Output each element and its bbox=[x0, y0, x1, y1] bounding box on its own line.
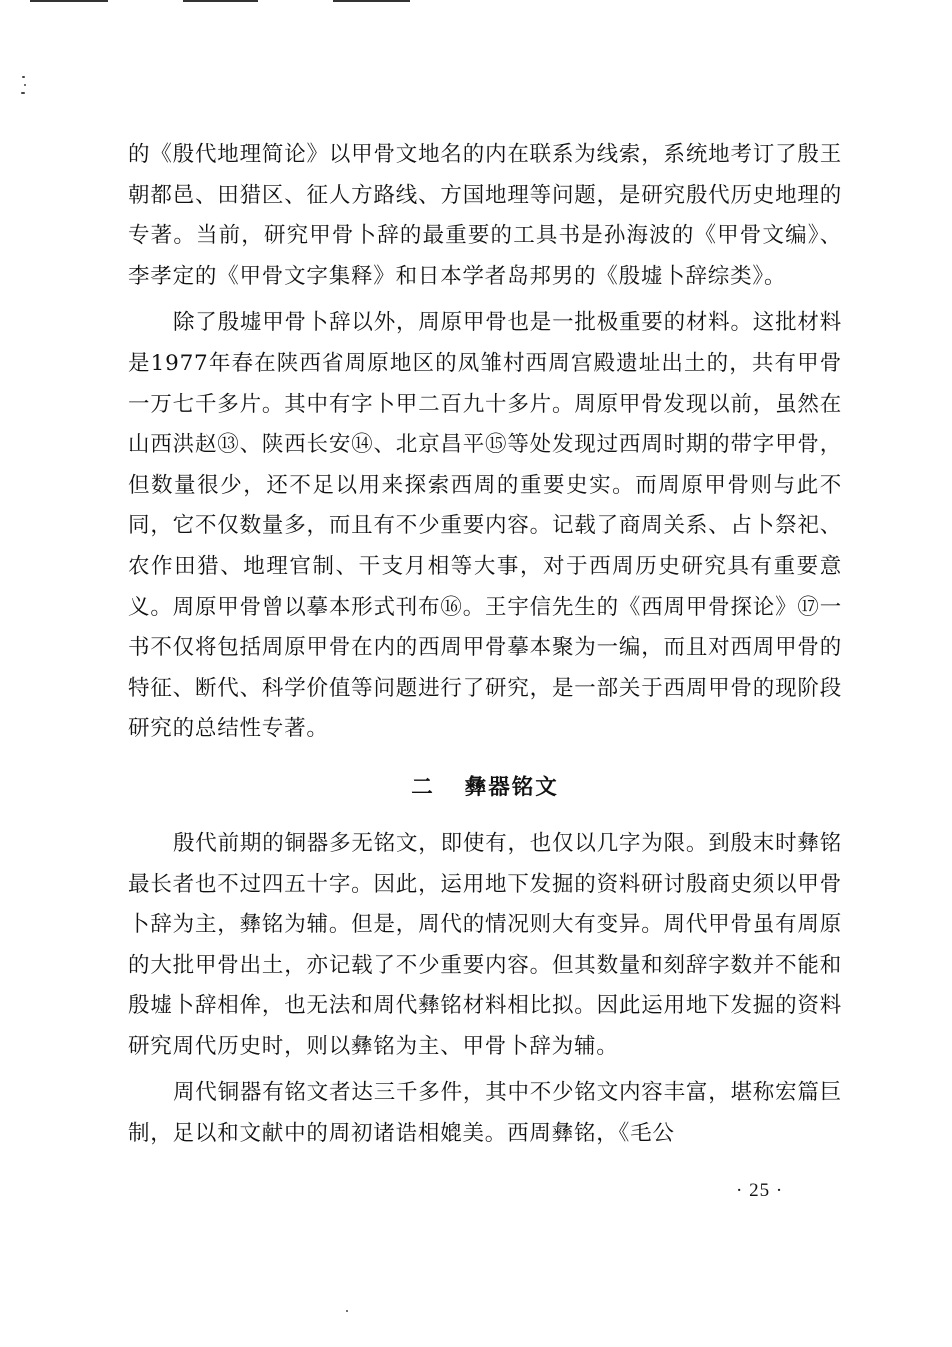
section-heading bbox=[128, 766, 842, 810]
paragraph-3: 殷代前期的铜器多无铭文，即使有，也仅以几字为限。到殷末时彝铭最长者也不过四五十字。因此，运用地下发掘的资料研讨殷商史须以甲骨卜辞为主，彝铭为辅。但是，周代的情况则大有变异。周代甲骨虽有周原的大批甲骨出土，亦记载了不少重要内容。但其数量和刻辞字数并不能和殷墟卜辞相侔，也无法和周代彝铭材料相比拟。因此运用地下发掘的资料研究周代历史时，则以彝铭为主、甲骨卜辞为辅。 bbox=[128, 830, 843, 1059]
paragraph-4: 周代铜器有铭文者达三千多件，其中不少铭文内容丰富，堪称宏篇巨制，足以和文献中的周初诸诰相媲美。西周彝铭，《毛公 bbox=[128, 1080, 843, 1147]
scan-speck bbox=[346, 1310, 348, 1312]
page-number: · 25 · bbox=[736, 1180, 784, 1201]
paragraph-1: 的《殷代地理简论》以甲骨文地名的内在联系为线索，系统地考订了殷王朝都邑、田猎区、征人方路线、方国地理等问题，是研究殷代历史地理的专著。当前，研究甲骨卜辞的最重要的工具书是孙海波的《甲骨文编》、李孝定的《甲骨文字集释》和日本学者岛邦男的《殷墟卜辞综类》。 bbox=[128, 142, 842, 289]
scan-edge-mark bbox=[30, 0, 108, 2]
scan-edge-mark bbox=[183, 0, 258, 2]
scan-speck bbox=[24, 84, 26, 86]
page-body bbox=[128, 135, 842, 1155]
paragraph-2: 除了殷墟甲骨卜辞以外，周原甲骨也是一批极重要的材料。这批材料是1977年春在陕西省周原地区的凤雏村西周宫殿遗址出土的，共有甲骨一万七千多片。其中有字卜甲二百九十多片。周原甲骨发现以前，虽然在山西洪赵⑬、陕西长安⑭、北京昌平⑮等处发现过西周时期的带字甲骨，但数量很少，还不足以用来探索西周的重要史实。而周原甲骨则与此不同，它不仅数量多，而且有不少重要内容。记载了商周关系、占卜祭祀、农作田猎、地理官制、干支月相等大事，对于西周历史研究具有重要意义。周原甲骨曾以摹本形式刊布⑯。王宇信先生的《西周甲骨探论》⑰一书不仅将包括周原甲骨在内的西周甲骨摹本聚为一编，而且对西周甲骨的特征、断代、科学价值等问题进行了研究，是一部关于西周甲骨的现阶段研究的总结性专著。 bbox=[128, 310, 843, 742]
scan-speck bbox=[21, 92, 25, 94]
scan-edge-mark bbox=[333, 0, 410, 2]
section-number: 二 bbox=[411, 774, 435, 800]
scan-speck bbox=[22, 76, 25, 78]
section-title: 彝器铭文 bbox=[464, 774, 559, 800]
